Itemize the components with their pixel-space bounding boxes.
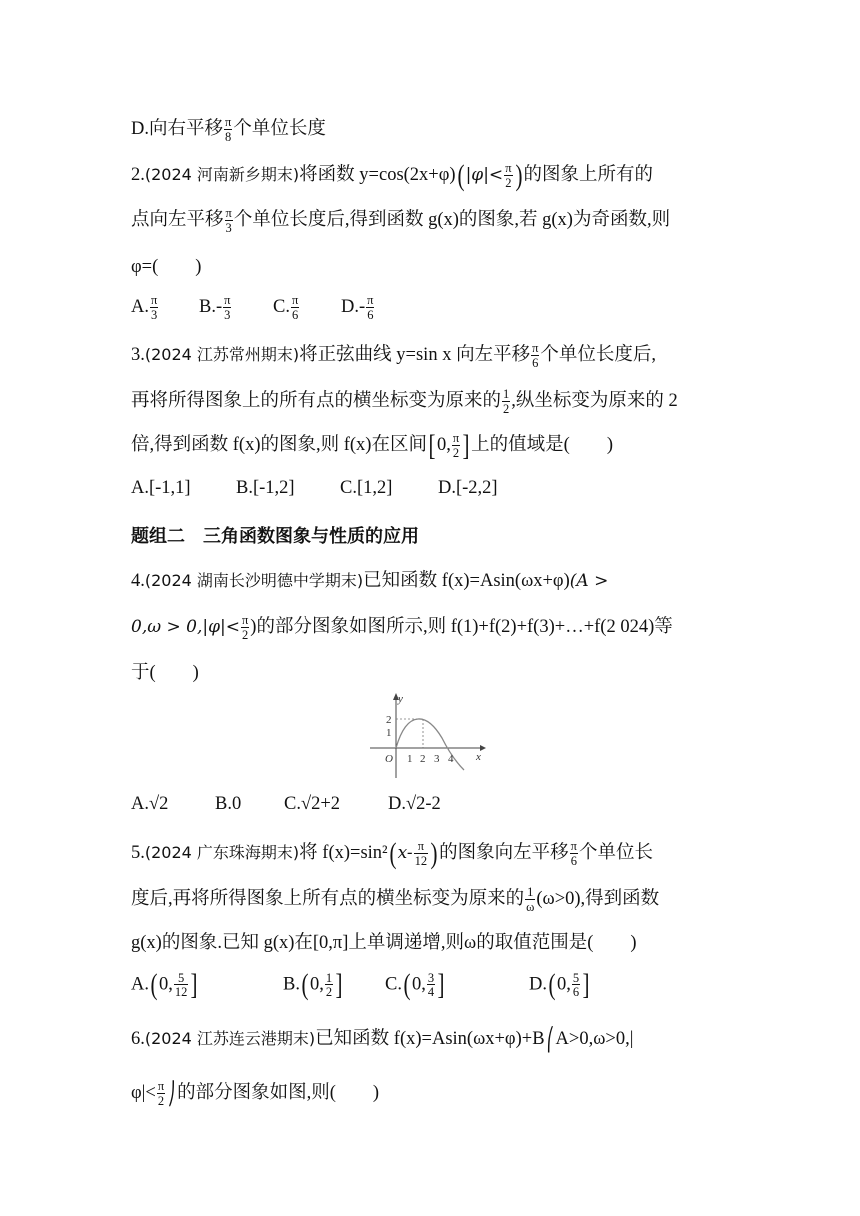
q5-options (131, 970, 591, 1000)
fraction: $\frac{\pi}{12}$ (414, 839, 428, 868)
q4-line-3: 于( ) (131, 663, 199, 683)
q5-option-d[interactable]: D.(0, $\frac{5}{6}$ ] (529, 968, 590, 1001)
q3-option-c[interactable]: C.[1,2] (340, 478, 393, 498)
q6-line-1: 6.(2024 江苏连云港期末)已知函数 f(x)=Asin(ωx+φ)+B⎛A>0,ω>0,| (131, 1026, 634, 1052)
y-axis-label: y (398, 693, 403, 705)
q2-option-b[interactable]: B.- $\frac{\pi}{3}$ (199, 293, 231, 322)
fraction: $\frac{\pi}{2}$ (452, 431, 460, 460)
fraction: $\frac{\pi}{8}$ (225, 115, 232, 144)
y-tick-1: 1 (386, 727, 392, 739)
fraction: $\frac{1}{\omega}$ (526, 885, 535, 914)
q3-options (131, 478, 498, 499)
question-source: (2024 广东珠海期末) (144, 843, 300, 862)
question-source: (2024 江苏常州期末) (144, 345, 300, 364)
x-tick-1: 1 (407, 753, 413, 765)
question-source: (2024 江苏连云港期末) (144, 1029, 316, 1048)
q2-option-c[interactable]: C. $\frac{\pi}{6}$ (273, 293, 299, 322)
fraction: $\frac{\pi}{2}$ (157, 1079, 165, 1108)
fraction: $\frac{\pi}{2}$ (505, 161, 512, 190)
question-source: (2024 湖南长沙明德中学期末) (144, 571, 364, 590)
x-tick-3: 3 (434, 753, 440, 765)
q4-option-b[interactable]: B.0 (215, 794, 242, 814)
fraction: $\frac{1}{2}$ (503, 387, 510, 416)
x-axis-label: x (476, 751, 481, 763)
x-axis-arrow (480, 745, 486, 751)
fraction: $\frac{\pi}{3}$ (225, 206, 232, 235)
q4-line-1: 4.(2024 湖南长沙明德中学期末)已知函数 f(x)=Asin(ωx+φ)(A > (131, 571, 609, 591)
q4-function-graph (368, 688, 488, 782)
origin-label: O (385, 753, 393, 765)
section-heading: 题组二 三角函数图象与性质的应用 (131, 526, 419, 547)
q4-options (131, 794, 441, 815)
fraction: $\frac{\pi}{6}$ (570, 839, 577, 868)
q4-line-2: 0,ω > 0,|φ|< $\frac{\pi}{2}$ )的部分图象如图所示,则 f(1)+f(2)+f(3)+…+f(2 024)等 (131, 613, 673, 642)
q5-option-a[interactable]: A.(0, $\frac{5}{12}$ ] (131, 968, 198, 1001)
q2-options (131, 294, 375, 321)
y-tick-2: 2 (386, 714, 392, 726)
option-d-line: D.向右平移 $\frac{\pi}{8}$ 个单位长度 (131, 115, 326, 144)
q5-option-c[interactable]: C.(0, $\frac{3}{4}$ ] (385, 968, 445, 1001)
q4-option-d[interactable]: D.√2-2 (388, 794, 441, 814)
q6-line-2: φ|< $\frac{\pi}{2}$ ⎠的部分图象如图,则( ) (131, 1079, 380, 1108)
q2-option-d[interactable]: D.- $\frac{\pi}{6}$ (341, 293, 374, 322)
x-tick-2: 2 (420, 753, 426, 765)
q2-option-a[interactable]: A. $\frac{\pi}{3}$ (131, 293, 158, 322)
q3-line-3: 倍,得到函数 f(x)的图象,则 f(x)在区间[0, $\frac{\pi}{2}$ ]上的值域是( ) (131, 428, 613, 462)
q3-option-d[interactable]: D.[-2,2] (438, 478, 498, 498)
q3-line-2: 再将所得图象上的所有点的横坐标变为原来的 $\frac{1}{2}$ ,纵坐标变为原来的 2 (131, 387, 678, 416)
q4-option-c[interactable]: C.√2+2 (284, 794, 341, 814)
q2-line-1: 2.(2024 河南新乡期末)将函数 y=cos(2x+φ)(|φ|< $\frac{\pi}{2}$ )的图象上所有的 (131, 158, 654, 192)
q5-option-b[interactable]: B.(0, $\frac{1}{2}$ ] (283, 968, 343, 1001)
x-tick-4: 4 (448, 753, 454, 765)
q4-option-a[interactable]: A.√2 (131, 794, 169, 814)
q2-line-3: φ=( ) (131, 257, 202, 277)
fraction: $\frac{\pi}{2}$ (241, 613, 249, 642)
q3-line-1: 3.(2024 江苏常州期末)将正弦曲线 y=sin x 向左平移 $\frac{\pi}{6}$ 个单位长度后, (131, 341, 657, 370)
q2-line-2: 点向左平移 $\frac{\pi}{3}$ 个单位长度后,得到函数 g(x)的图象,若 g(x)为奇函数,则 (131, 206, 671, 235)
q5-line-1: 5.(2024 广东珠海期末)将 f(x)=sin²(x- $\frac{\pi}{12}$ )的图象向左平移 $\frac{\pi}{6}$ 个单位长 (131, 836, 653, 870)
q3-option-b[interactable]: B.[-1,2] (236, 478, 295, 498)
q3-option-a[interactable]: A.[-1,1] (131, 478, 191, 498)
question-source: (2024 河南新乡期末) (144, 165, 300, 184)
fraction: $\frac{\pi}{6}$ (532, 341, 539, 370)
q5-line-3: g(x)的图象.已知 g(x)在[0,π]上单调递增,则ω的取值范围是( ) (131, 933, 637, 953)
q5-line-2: 度后,再将所得图象上所有点的横坐标变为原来的 $\frac{1}{\omega}$ (ω>0),得到函数 (131, 885, 660, 914)
